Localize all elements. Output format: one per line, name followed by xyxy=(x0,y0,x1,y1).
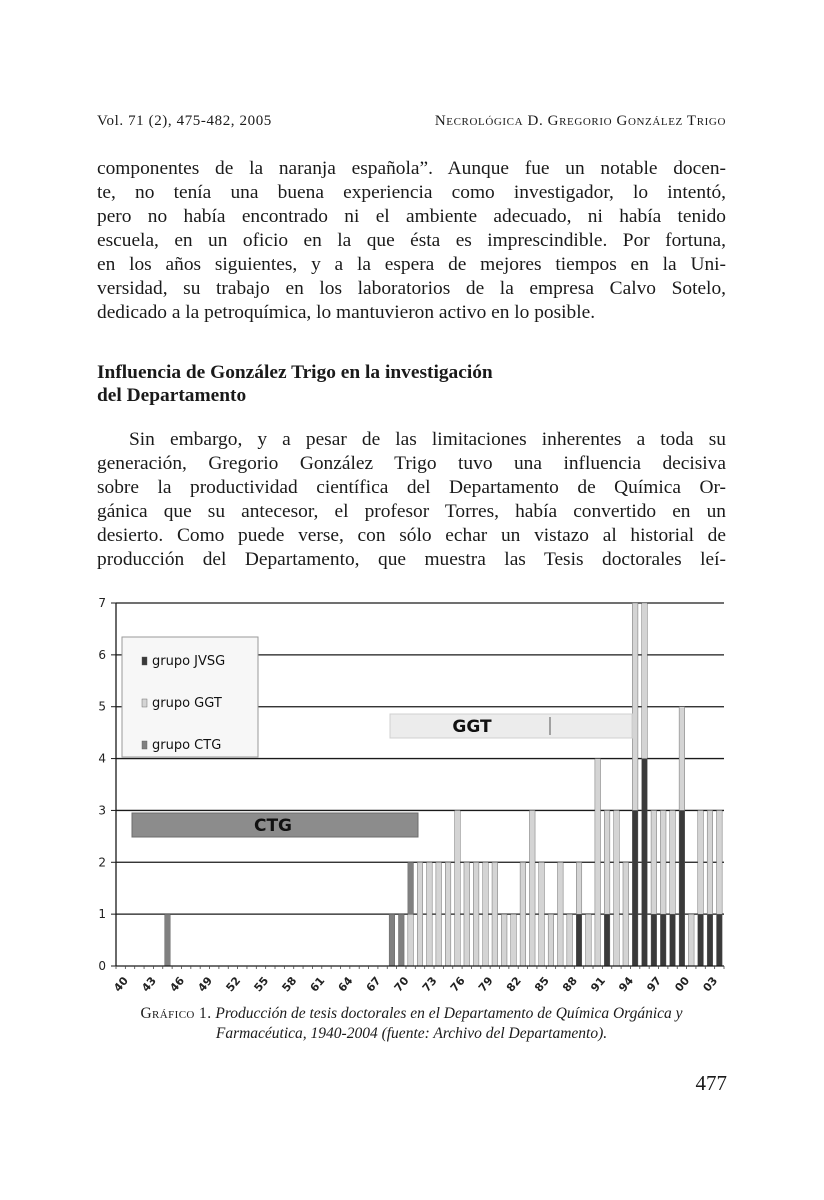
bar-grupo-ggt xyxy=(660,810,666,914)
x-tick-label: 79 xyxy=(475,974,496,995)
bar-grupo-ggt xyxy=(595,759,601,966)
bar-grupo-ggt xyxy=(483,862,489,966)
thesis-production-chart xyxy=(92,593,732,1005)
x-tick-label: 91 xyxy=(588,974,609,995)
bar-grupo-ggt xyxy=(670,810,676,914)
text-line: dedicado a la petroquímica, lo mantuvieron activo en lo posible. xyxy=(97,302,596,323)
bar-grupo-ggt xyxy=(688,914,694,966)
x-tick-label: 82 xyxy=(504,974,524,995)
bar-grupo-ggt xyxy=(642,603,648,759)
bar-grupo-ggt xyxy=(417,862,423,966)
y-tick-label: 6 xyxy=(98,647,106,662)
bar-grupo-ggt xyxy=(455,810,461,966)
bar-grupo-ggt xyxy=(558,862,564,966)
bar-grupo-jvsg xyxy=(642,759,648,966)
text-line: componentes de la naranja española”. Aunque fue un notable docen- xyxy=(97,158,726,179)
legend-swatch xyxy=(142,741,147,749)
text-line: Sin embargo, y a pesar de las limitaciones inherentes a toda su xyxy=(129,429,726,450)
bar-grupo-ggt xyxy=(623,862,629,966)
x-tick-label: 85 xyxy=(532,974,552,995)
y-tick-label: 4 xyxy=(98,751,106,766)
x-tick-label: 97 xyxy=(644,974,665,995)
y-tick-label: 0 xyxy=(98,959,106,973)
figure-caption xyxy=(97,1004,726,1044)
legend-label: grupo JVSG xyxy=(152,654,226,669)
bar-grupo-jvsg xyxy=(604,914,610,966)
legend-label: grupo GGT xyxy=(152,696,222,711)
bar-grupo-ggt xyxy=(717,810,723,914)
text-line: escuela, en un oficio en la que ésta es imprescindible. Por fortuna, xyxy=(97,230,726,251)
text-line: gánica que su antecesor, el profesor Torres, había convertido en un xyxy=(97,501,726,522)
heading-line: Influencia de González Trigo en la investigación xyxy=(97,362,493,383)
bar-grupo-ggt xyxy=(548,914,554,966)
x-tick-label: 61 xyxy=(307,974,328,995)
text-line: pero no había encontrado ni el ambiente adecuado, ni había tenido xyxy=(97,206,726,227)
x-tick-label: 55 xyxy=(251,974,272,995)
bar-grupo-ggt xyxy=(473,862,479,966)
y-tick-label: 5 xyxy=(98,699,106,714)
bar-grupo-ctg xyxy=(408,862,414,914)
bar-grupo-jvsg xyxy=(698,914,704,966)
x-tick-label: 73 xyxy=(419,974,440,995)
bar-grupo-ggt xyxy=(436,862,442,966)
text-line: producción del Departamento, que muestra las Tesis doctorales leí- xyxy=(97,549,726,570)
x-tick-label: 76 xyxy=(447,974,468,995)
x-tick-label: 58 xyxy=(279,974,300,995)
bar-grupo-ggt xyxy=(614,810,620,966)
heading-line: del Departamento xyxy=(97,385,247,406)
text-line: generación, Gregorio González Trigo tuvo una influencia decisiva xyxy=(97,453,726,474)
x-tick-label: 43 xyxy=(139,974,160,995)
text-line: versidad, su trabajo en los laboratorios de la empresa Calvo Sotelo, xyxy=(97,278,726,299)
bar-grupo-ggt xyxy=(632,603,638,810)
bar-grupo-ctg xyxy=(165,914,171,966)
bar-grupo-jvsg xyxy=(651,914,657,966)
caption-label: Gráfico 1. xyxy=(140,1005,212,1022)
x-tick-label: 88 xyxy=(560,974,580,995)
x-tick-label: 00 xyxy=(672,974,693,995)
x-tick-label: 70 xyxy=(391,974,412,995)
x-tick-label: 46 xyxy=(167,974,188,995)
bar-grupo-jvsg xyxy=(576,914,582,966)
x-tick-label: 94 xyxy=(616,974,637,995)
y-tick-label: 3 xyxy=(98,803,106,818)
y-tick-label: 2 xyxy=(98,855,106,870)
text-line: en los años siguientes, y a la espera de mejores tiempos en la Uni- xyxy=(97,254,726,275)
bar-grupo-ggt xyxy=(529,810,535,966)
bar-grupo-ggt xyxy=(679,707,685,811)
y-tick-label: 7 xyxy=(98,596,106,610)
bar-grupo-ggt xyxy=(408,914,414,966)
x-tick-label: 03 xyxy=(700,974,721,995)
paragraph-1 xyxy=(97,157,726,325)
journal-volume-header: Vol. 71 (2), 475-482, 2005 xyxy=(97,113,272,129)
bar-grupo-ggt xyxy=(707,810,713,914)
text-line: desierto. Como puede verse, con sólo echar un vistazo al historial de xyxy=(97,525,726,546)
bar-grupo-jvsg xyxy=(670,914,676,966)
bar-grupo-ggt xyxy=(511,914,517,966)
legend-label: grupo CTG xyxy=(152,738,222,753)
bar-grupo-ggt xyxy=(445,862,451,966)
bar-grupo-ggt xyxy=(698,810,704,914)
bar-grupo-ctg xyxy=(398,914,404,966)
running-header xyxy=(97,113,726,133)
x-tick-label: 67 xyxy=(363,974,384,995)
bar-grupo-ggt xyxy=(492,862,498,966)
legend-swatch xyxy=(142,657,147,665)
page-number: 477 xyxy=(695,1071,727,1095)
bar-grupo-jvsg xyxy=(717,914,723,966)
period-label: GGT xyxy=(452,717,492,737)
section-heading xyxy=(97,361,726,407)
period-label: CTG xyxy=(253,816,293,836)
ggt-period-band xyxy=(390,714,632,738)
bar-grupo-jvsg xyxy=(632,810,638,966)
bar-grupo-ggt xyxy=(586,914,592,966)
bar-grupo-ggt xyxy=(576,862,582,914)
x-tick-label: 49 xyxy=(195,974,216,995)
text-line: sobre la productividad científica del Departamento de Química Or- xyxy=(97,477,726,498)
bar-grupo-ggt xyxy=(501,914,507,966)
legend-swatch xyxy=(142,699,147,707)
bar-grupo-jvsg xyxy=(707,914,713,966)
y-tick-label: 1 xyxy=(98,907,106,922)
bar-grupo-ggt xyxy=(427,862,433,966)
bar-grupo-jvsg xyxy=(679,810,685,966)
bar-grupo-ggt xyxy=(651,810,657,914)
article-title-header: Necrológica D. Gregorio González Trigo xyxy=(434,113,726,129)
bar-grupo-ctg xyxy=(389,914,395,966)
x-tick-label: 40 xyxy=(111,974,131,995)
x-tick-label: 64 xyxy=(335,974,356,995)
bar-grupo-ggt xyxy=(604,810,610,914)
bar-grupo-ggt xyxy=(464,862,470,966)
caption-text: Producción de tesis doctorales en el Departamento de Química Orgánica y Farmacéutica, 1940-2004 (fuente: Archivo del Departamento). xyxy=(215,1005,683,1042)
paragraph-2 xyxy=(97,428,726,572)
bar-grupo-ggt xyxy=(539,862,545,966)
text-line: te, no tenía una buena experiencia como investigador, lo intentó, xyxy=(97,182,726,203)
bar-grupo-jvsg xyxy=(660,914,666,966)
bar-grupo-ggt xyxy=(520,862,526,966)
x-tick-label: 52 xyxy=(223,974,244,995)
bar-grupo-ggt xyxy=(567,914,573,966)
